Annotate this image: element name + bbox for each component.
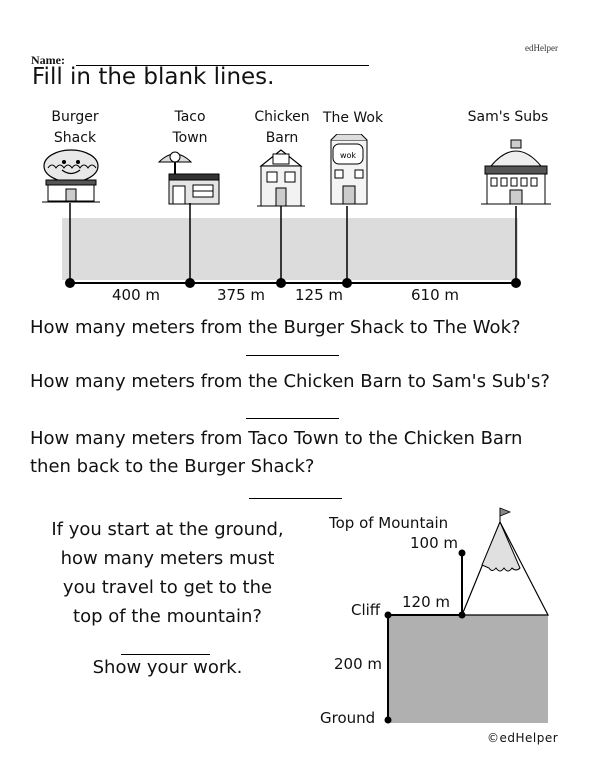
- question-1: How many meters from the Burger Shack to The Wok?: [30, 317, 521, 338]
- problem-line: top of the mountain?: [73, 606, 262, 627]
- store-label-line: Barn: [265, 130, 299, 146]
- distance-label: 610 m: [411, 286, 460, 304]
- store-label-line: Town: [172, 130, 208, 146]
- problem-line: how many meters must: [60, 548, 275, 569]
- ground-label: Ground: [320, 709, 376, 727]
- store-label-line: Chicken: [254, 109, 310, 125]
- snow-cap: [482, 522, 520, 571]
- copyright-label: ©edHelper: [487, 731, 559, 745]
- top-point: [459, 550, 466, 557]
- top-distance-label: 100 m: [410, 534, 459, 552]
- store-label-line: Sam's Subs: [467, 109, 549, 125]
- cliff-block: [388, 615, 548, 723]
- show-work-label: Show your work.: [92, 657, 243, 678]
- name-label: Name:: [31, 53, 65, 67]
- cliff-distance-label: 120 m: [402, 593, 451, 611]
- svg-text:wok: wok: [339, 151, 357, 160]
- store-label-line: Shack: [53, 130, 97, 146]
- problem-line: you travel to get to the: [62, 577, 273, 598]
- cliff-edge-point: [459, 612, 466, 619]
- question-2: How many meters from the Chicken Barn to Sam's Sub's?: [30, 371, 550, 392]
- distance-label: 400 m: [112, 286, 161, 304]
- distance-label: 125 m: [295, 286, 344, 304]
- question-3: How many meters from Taco Town to the Chicken Barn then back to the Burger Shack?: [30, 428, 523, 477]
- ground-distance-label: 200 m: [334, 655, 383, 673]
- brand-label: edHelper: [525, 43, 558, 53]
- distance-label: 375 m: [217, 286, 266, 304]
- store-label-line: The Wok: [322, 110, 384, 126]
- flag-icon: [500, 508, 510, 516]
- store-label-line: Taco: [174, 109, 206, 125]
- store-label-line: Burger: [51, 109, 99, 125]
- problem-line: If you start at the ground,: [51, 519, 284, 540]
- ground-point: [385, 717, 392, 724]
- cliff-point: [385, 612, 392, 619]
- cliff-label: Cliff: [351, 601, 381, 619]
- page-title: Fill in the blank lines.: [32, 64, 275, 90]
- top-of-mountain-label: Top of Mountain: [329, 514, 449, 532]
